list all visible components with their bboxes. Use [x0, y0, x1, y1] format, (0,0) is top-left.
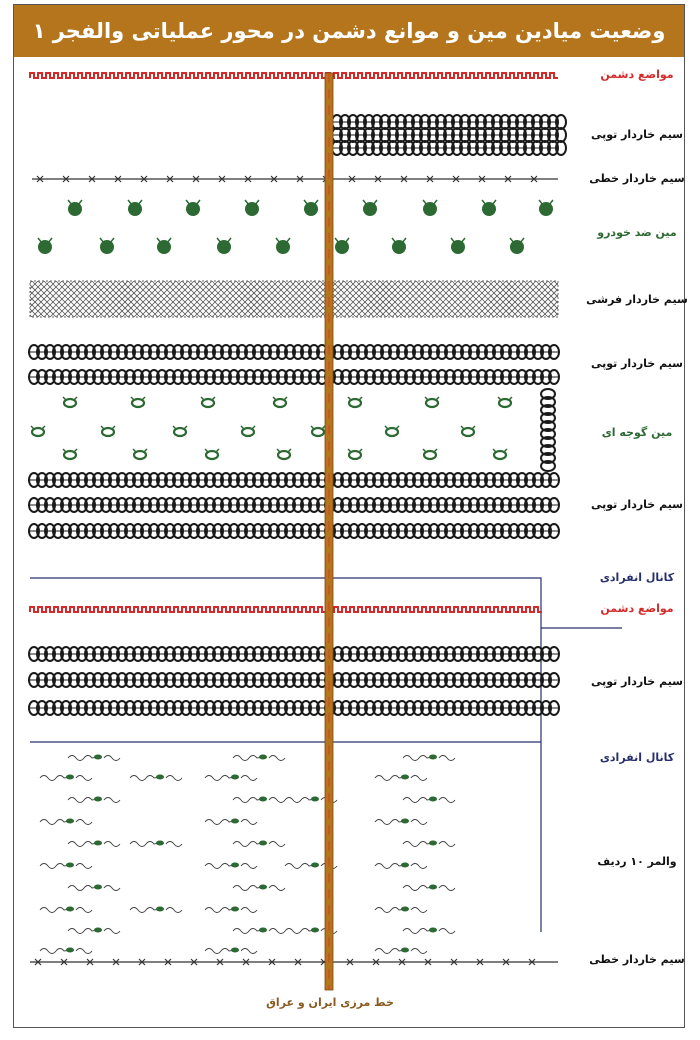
tomato-mine-symbol	[423, 449, 437, 459]
label-individual-canal-1: کانال انفرادی	[599, 571, 675, 584]
label-individual-canal-2: کانال انفرادی	[599, 751, 675, 764]
tomato-mine-symbol	[101, 426, 115, 436]
label-enemy-positions-1: مواضع دشمن	[600, 68, 674, 81]
anti-vehicle-mine-symbol	[68, 200, 82, 216]
concertina-row	[29, 673, 559, 687]
label-tomato-mine: مین گوجه ای	[601, 426, 673, 439]
anti-vehicle-mine-symbol	[276, 238, 290, 254]
concertina-row	[29, 370, 559, 384]
anti-vehicle-mine-symbol	[363, 200, 377, 216]
anti-vehicle-mine-symbol	[510, 238, 524, 254]
concertina-row	[29, 701, 559, 715]
tomato-mine-symbol	[241, 426, 255, 436]
concertina-row	[332, 128, 566, 142]
label-anti-vehicle-mine: مین ضد خودرو	[597, 226, 677, 239]
tomato-mine-symbol	[425, 397, 439, 407]
anti-vehicle-mine-symbol	[38, 238, 52, 254]
valmar-mine-symbol	[233, 797, 285, 803]
valmar-mine-symbol	[403, 797, 455, 803]
label-concertina-wire-1: سیم خاردار توپی	[590, 128, 684, 141]
tomato-mine-symbol	[348, 397, 362, 407]
valmar-mine-symbol	[130, 841, 182, 847]
valmar-mine-symbol	[40, 948, 92, 954]
anti-vehicle-mine-symbol	[100, 238, 114, 254]
tomato-mine-symbol	[205, 449, 219, 459]
enemy-positions-wave-top	[30, 73, 558, 78]
concertina-row	[29, 345, 559, 359]
label-barbed-wire-line-2: سیم خاردار خطی	[589, 953, 685, 966]
valmar-mine-symbol	[233, 755, 285, 761]
anti-vehicle-mine-symbol	[335, 238, 349, 254]
concertina-row	[332, 115, 566, 129]
anti-vehicle-mine-symbol	[157, 238, 171, 254]
anti-vehicle-mine-symbol	[482, 200, 496, 216]
label-valmar-mines: والمر ۱۰ ردیف	[597, 855, 677, 868]
enemy-positions-wave-bottom	[30, 607, 542, 612]
barbed-wire-line-bottom	[30, 959, 558, 965]
valmar-mine-symbol	[40, 819, 92, 825]
valmar-mine-symbol	[68, 885, 120, 891]
valmar-mine-symbol	[205, 863, 257, 869]
label-barbed-wire-line-1: سیم خاردار خطی	[589, 172, 685, 185]
tomato-mine-symbol	[273, 397, 287, 407]
anti-vehicle-mine-symbol	[186, 200, 200, 216]
concertina-column	[541, 389, 555, 471]
anti-vehicle-mine-symbol	[245, 200, 259, 216]
carpet-wire-band	[0, 281, 632, 317]
tomato-mine-symbol	[63, 397, 77, 407]
tomato-mine-symbol	[348, 449, 362, 459]
valmar-mine-symbol	[375, 863, 427, 869]
tomato-mine-symbol	[173, 426, 187, 436]
border-line-caption: خط مرزی ایران و عراق	[266, 996, 394, 1009]
valmar-mine-symbol	[205, 775, 257, 781]
valmar-mine-symbol	[205, 948, 257, 954]
valmar-mine-symbol	[40, 775, 92, 781]
label-concertina-wire-3: سیم خاردار توپی	[590, 498, 684, 511]
label-enemy-positions-2: مواضع دشمن	[600, 602, 674, 615]
anti-vehicle-mine-symbol	[304, 200, 318, 216]
valmar-mine-symbol	[68, 797, 120, 803]
concertina-row	[332, 141, 566, 155]
tomato-mine-symbol	[31, 426, 45, 436]
valmar-mine-symbol	[375, 775, 427, 781]
valmar-mine-symbol	[68, 841, 120, 847]
valmar-mine-symbol	[68, 928, 120, 934]
label-concertina-wire-4: سیم خاردار توپی	[590, 675, 684, 688]
valmar-mine-symbol	[375, 948, 427, 954]
barbed-wire-line-top	[32, 176, 558, 182]
valmar-mine-symbol	[233, 885, 285, 891]
individual-canal-line-1	[30, 578, 541, 932]
tomato-mine-symbol	[63, 449, 77, 459]
label-concertina-wire-2: سیم خاردار توپی	[590, 357, 684, 370]
tomato-mine-symbol	[385, 426, 399, 436]
valmar-mine-symbol	[40, 907, 92, 913]
concertina-row	[29, 473, 559, 487]
tomato-mine-symbol	[498, 397, 512, 407]
anti-vehicle-mine-symbol	[217, 238, 231, 254]
concertina-row	[29, 524, 559, 538]
tomato-mine-symbol	[201, 397, 215, 407]
valmar-mine-symbol	[233, 928, 285, 934]
tomato-mine-symbol	[493, 449, 507, 459]
valmar-mine-symbol	[403, 841, 455, 847]
tomato-mine-symbol	[131, 397, 145, 407]
valmar-mine-symbol	[403, 755, 455, 761]
valmar-mine-symbol	[233, 841, 285, 847]
anti-vehicle-mine-symbol	[451, 238, 465, 254]
tomato-mine-symbol	[311, 426, 325, 436]
valmar-mine-symbol	[403, 928, 455, 934]
valmar-mine-symbol	[68, 755, 120, 761]
anti-vehicle-mine-symbol	[539, 200, 553, 216]
valmar-mine-symbol	[130, 907, 182, 913]
valmar-mine-symbol	[375, 907, 427, 913]
valmar-mine-symbol	[375, 819, 427, 825]
tomato-mine-symbol	[133, 449, 147, 459]
tomato-mine-symbol	[277, 449, 291, 459]
valmar-mine-symbol	[40, 863, 92, 869]
valmar-mine-symbol	[205, 907, 257, 913]
valmar-mine-symbol	[130, 775, 182, 781]
label-carpet-wire: سیم خاردار فرشی	[586, 293, 688, 306]
valmar-mine-symbol	[403, 885, 455, 891]
valmar-mine-symbol	[205, 819, 257, 825]
concertina-row	[29, 647, 559, 661]
concertina-row	[29, 498, 559, 512]
anti-vehicle-mine-symbol	[128, 200, 142, 216]
anti-vehicle-mine-symbol	[392, 238, 406, 254]
page-title: وضعیت میادین مین و موانع دشمن در محور عملیاتی والفجر ۱	[32, 19, 666, 43]
tomato-mine-symbol	[461, 426, 475, 436]
anti-vehicle-mine-symbol	[423, 200, 437, 216]
